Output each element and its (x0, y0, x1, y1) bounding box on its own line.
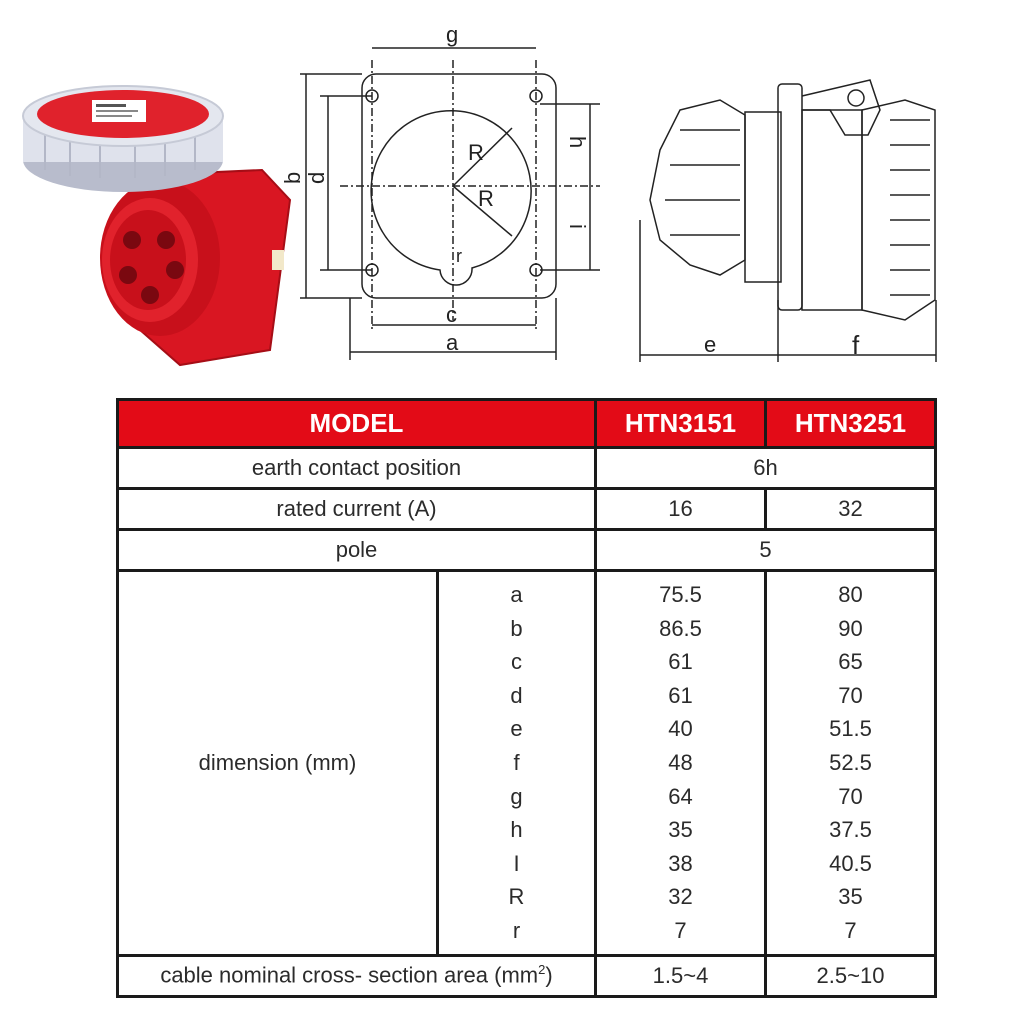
dim-key: c (511, 649, 522, 675)
dimension-row (118, 571, 936, 956)
dim-value: 32 (668, 884, 693, 910)
socket-photo (23, 86, 290, 365)
dim-value: 51.5 (829, 716, 872, 742)
pole-label: pole (118, 530, 596, 571)
dim-key: e (510, 716, 523, 742)
rated-current-htn3151: 16 (596, 489, 766, 530)
dim-value: 61 (668, 649, 693, 675)
dim-value: 38 (668, 850, 693, 876)
cable-htn3251: 2.5~10 (766, 955, 936, 996)
dim-value: 75.5 (659, 582, 702, 607)
dim-label-d: d (304, 171, 329, 184)
dim-label-b: b (280, 171, 305, 184)
dim-key: I (513, 850, 520, 876)
dim-key: f (513, 749, 520, 775)
cable-label (118, 955, 596, 996)
dimension-keys (438, 571, 596, 956)
dim-value: 90 (838, 615, 863, 641)
dim-label-g: g (446, 22, 459, 47)
rated-current-htn3251: 32 (766, 489, 936, 530)
rated-current-row (118, 489, 936, 530)
side-view-drawing (640, 80, 936, 362)
cable-htn3151: 1.5~4 (596, 955, 766, 996)
dimension-htn3151 (596, 571, 766, 956)
dim-value: 64 (668, 783, 693, 809)
dim-label-h: h (565, 136, 590, 149)
dim-label-i: i (565, 224, 590, 229)
cable-label-end: ) (545, 962, 553, 988)
cable-label-sup: 2 (538, 962, 546, 978)
dim-value: 35 (838, 884, 863, 910)
earth-contact-label: earth contact position (118, 448, 596, 489)
cable-row (118, 955, 936, 996)
dim-value: 7 (674, 917, 687, 943)
dim-key: b (510, 615, 523, 641)
header-model: MODEL (118, 400, 596, 448)
product-figure (0, 0, 1024, 390)
dim-value: 37.5 (829, 817, 872, 843)
dim-value: 61 (668, 682, 693, 708)
dim-value: 7 (844, 917, 857, 943)
dim-value: 86.5 (659, 615, 702, 641)
dim-value: 40.5 (829, 850, 872, 876)
earth-contact-row (118, 448, 936, 489)
dimension-htn3251 (766, 571, 936, 956)
dim-value: 70 (838, 682, 863, 708)
dim-value: 40 (668, 716, 693, 742)
dim-value: 35 (668, 817, 693, 843)
pole-row (118, 530, 936, 571)
earth-contact-value: 6h (596, 448, 936, 489)
header-row (118, 400, 936, 448)
dim-label-a: a (446, 330, 459, 355)
rated-current-label: rated current (A) (118, 489, 596, 530)
dim-value: 52.5 (829, 749, 872, 775)
header-htn3151: HTN3151 (596, 400, 766, 448)
dim-label-e: e (704, 332, 717, 357)
dim-label-r: r (456, 246, 462, 266)
dim-label-c: c (446, 302, 457, 327)
cable-label-text: cable nominal cross- section area (mm (160, 962, 539, 988)
dim-value: 65 (838, 649, 863, 675)
dim-key: d (510, 682, 523, 708)
pole-value: 5 (596, 530, 936, 571)
dim-label-R1: R (468, 140, 484, 165)
dim-key: g (510, 783, 523, 809)
dimension-label: dimension (mm) (118, 571, 438, 956)
spec-table (116, 398, 937, 998)
dim-key: r (512, 917, 521, 943)
dim-label-f: f (852, 330, 860, 360)
header-htn3251: HTN3251 (766, 400, 936, 448)
dim-value: 70 (838, 783, 863, 809)
dim-key: a (510, 582, 523, 607)
dim-value: 48 (668, 749, 693, 775)
dim-value: 80 (838, 582, 863, 607)
dim-key: R (508, 884, 525, 910)
dim-label-R2: R (478, 186, 494, 211)
dim-key: h (510, 817, 523, 843)
